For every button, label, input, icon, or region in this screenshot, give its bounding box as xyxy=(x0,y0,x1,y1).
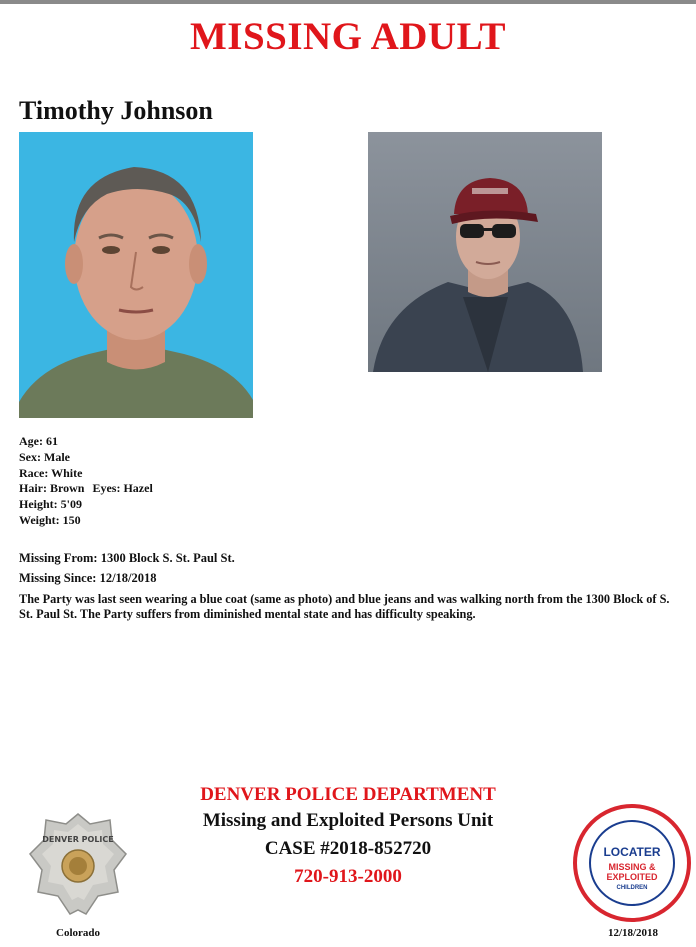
hair-label: Hair: xyxy=(19,481,47,496)
locater-seal-icon xyxy=(573,804,691,922)
sex-value: Male xyxy=(44,449,70,464)
missing-since-value: 12/18/2018 xyxy=(99,571,157,585)
hair-value: Brown xyxy=(50,481,85,496)
hair-eyes-row xyxy=(19,481,153,497)
eyes-label: Eyes: xyxy=(92,481,121,496)
person-name: Timothy Johnson xyxy=(19,96,213,125)
race-row xyxy=(19,466,153,482)
race-value: White xyxy=(51,465,83,480)
weight-row xyxy=(19,513,153,529)
height-value: 5'09 xyxy=(60,497,83,512)
seal-title: LOCATER xyxy=(603,845,661,859)
missing-from-row xyxy=(19,551,235,566)
badge-text: DENVER POLICE xyxy=(42,835,114,844)
department-name: DENVER POLICE DEPARTMENT xyxy=(200,784,496,805)
circumstances-description: The Party was last seen wearing a blue coat (same as photo) and blue jeans and was walking north from the 1300 Block of S. St. Paul St. The Party suffers from diminished mental state and has difficulty speaking. xyxy=(19,592,670,621)
missing-since-row xyxy=(19,571,157,586)
sex-label: Sex: xyxy=(19,449,41,464)
badge-caption: Colorado xyxy=(56,927,100,939)
race-label: Race: xyxy=(19,465,49,480)
height-label: Height: xyxy=(19,497,58,512)
missing-from-value: 1300 Block S. St. Paul St. xyxy=(100,551,235,565)
height-row xyxy=(19,497,153,513)
poster-title: MISSING ADULT xyxy=(189,15,507,58)
seal-caption: 12/18/2018 xyxy=(607,927,659,939)
police-badge-icon xyxy=(28,810,128,920)
physical-details xyxy=(19,434,153,529)
weight-label: Weight: xyxy=(19,512,60,527)
age-label: Age: xyxy=(19,434,43,448)
weight-value: 150 xyxy=(62,512,81,527)
seal-sub1: MISSING & xyxy=(608,862,656,872)
eyes-value: Hazel xyxy=(123,481,153,496)
missing-since-label: Missing Since: xyxy=(19,571,97,585)
missing-from-label: Missing From: xyxy=(19,551,98,565)
unit-name: Missing and Exploited Persons Unit xyxy=(202,810,494,831)
age-row xyxy=(19,434,153,450)
casual-photo xyxy=(368,132,602,372)
top-border xyxy=(0,0,696,4)
contact-phone[interactable]: 720-913-2000 xyxy=(294,866,402,887)
seal-sub3: CHILDREN xyxy=(616,885,648,891)
age-value: 61 xyxy=(46,434,58,448)
sex-row xyxy=(19,450,153,466)
seal-sub2: EXPLOITED xyxy=(606,872,658,882)
id-photo xyxy=(19,132,253,418)
case-number: CASE #2018-852720 xyxy=(264,838,432,859)
